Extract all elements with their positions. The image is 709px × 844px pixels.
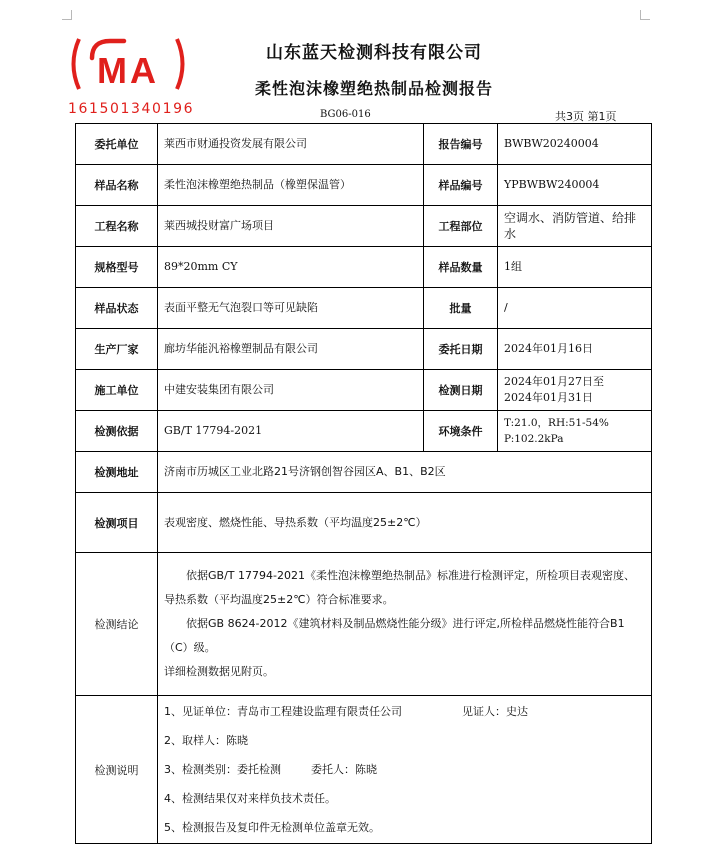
qty-value: 1组 <box>498 247 652 288</box>
test-type: 3、检测类别：委托检测 <box>164 763 281 776</box>
note-line-4: 4、检测结果仅对来样负技术责任。 <box>164 792 336 805</box>
table-row <box>76 493 652 553</box>
conclusion-line-1: 依据GB/T 17794-2021《柔性泡沫橡塑绝热制品》标准进行检测评定，所检项目表观密度、导热系数（平均温度25±2℃）符合标准要求。 <box>164 569 635 606</box>
report-no-value: BWBW20240004 <box>498 124 652 165</box>
report-no-label: 报告编号 <box>424 124 498 165</box>
table-row <box>76 329 652 370</box>
cma-logo <box>66 36 190 92</box>
state-value: 表面平整无气泡裂口等可见缺陷 <box>158 288 424 329</box>
note-line-1 <box>164 697 645 726</box>
table-row <box>76 165 652 206</box>
client-value: 莱西市财通投资发展有限公司 <box>158 124 424 165</box>
note-line-3 <box>164 755 645 784</box>
table-row <box>76 411 652 452</box>
test-date-value <box>498 370 652 411</box>
sample-no-value: YPBWBW240004 <box>498 165 652 206</box>
maker-value: 廊坊华能汎裕橡塑制品有限公司 <box>158 329 424 370</box>
table-row <box>76 452 652 493</box>
sample-name-label: 样品名称 <box>76 165 158 206</box>
notes-label: 检测说明 <box>76 696 158 844</box>
table-row <box>76 206 652 247</box>
env-temp-humidity: T:21.0，RH:51-54% <box>504 417 609 429</box>
phone-number: 161501340196 <box>68 101 195 117</box>
crop-mark-top-right <box>640 10 650 20</box>
location-value: 空调水、消防管道、给排水 <box>498 206 652 247</box>
witness: 见证人：史达 <box>462 705 528 718</box>
table-row <box>76 124 652 165</box>
location-label: 工程部位 <box>424 206 498 247</box>
qty-label: 样品数量 <box>424 247 498 288</box>
table-row <box>76 696 652 844</box>
conclusion-label: 检测结论 <box>76 553 158 696</box>
spec-value: 89*20mm CY <box>158 247 424 288</box>
witness-unit: 1、见证单位：青岛市工程建设监理有限责任公司 <box>164 705 402 718</box>
company-name: 山东蓝天检测科技有限公司 <box>266 43 482 63</box>
state-label: 样品状态 <box>76 288 158 329</box>
conclusion-line-3: 详细检测数据见附页。 <box>164 665 274 678</box>
page-info: 共3页 第1页 <box>555 110 617 123</box>
test-date-start: 2024年01月27日至 <box>504 375 604 388</box>
builder-value: 中建安装集团有限公司 <box>158 370 424 411</box>
report-table <box>75 123 652 844</box>
conclusion-line-2: 依据GB 8624-2012《建筑材料及制品燃烧性能分级》进行评定,所检样品燃烧性能符合B1（C）级。 <box>164 617 625 654</box>
commission-date-label: 委托日期 <box>424 329 498 370</box>
doc-code: BG06-016 <box>320 109 371 120</box>
items-value: 表观密度、燃烧性能、导热系数（平均温度25±2℃） <box>158 493 652 553</box>
notes-body <box>158 696 652 844</box>
address-label: 检测地址 <box>76 452 158 493</box>
cma-logo-bracket-right <box>177 39 183 89</box>
batch-value: / <box>498 288 652 329</box>
test-date-label: 检测日期 <box>424 370 498 411</box>
client-label: 委托单位 <box>76 124 158 165</box>
table-row <box>76 553 652 696</box>
basis-label: 检测依据 <box>76 411 158 452</box>
project-label: 工程名称 <box>76 206 158 247</box>
note-line-5: 5、检测报告及复印件无检测单位盖章无效。 <box>164 821 380 834</box>
cma-logo-text: MA <box>97 50 159 91</box>
maker-label: 生产厂家 <box>76 329 158 370</box>
test-date-end: 2024年01月31日 <box>504 391 593 404</box>
sample-no-label: 样品编号 <box>424 165 498 206</box>
conclusion-body <box>158 553 652 696</box>
commission-date-value: 2024年01月16日 <box>498 329 652 370</box>
report-title: 柔性泡沫橡塑绝热制品检测报告 <box>254 79 493 98</box>
basis-value: GB/T 17794-2021 <box>158 411 424 452</box>
spec-label: 规格型号 <box>76 247 158 288</box>
consignor: 委托人：陈晓 <box>311 763 377 776</box>
env-value <box>498 411 652 452</box>
items-label: 检测项目 <box>76 493 158 553</box>
table-row <box>76 370 652 411</box>
cma-logo-bracket-left <box>74 39 80 89</box>
table-row <box>76 288 652 329</box>
batch-label: 批量 <box>424 288 498 329</box>
builder-label: 施工单位 <box>76 370 158 411</box>
env-pressure: P:102.2kPa <box>504 433 564 445</box>
crop-mark-top-left <box>62 10 72 20</box>
address-value: 济南市历城区工业北路21号济钢创智谷园区A、B1、B2区 <box>158 452 652 493</box>
table-row <box>76 247 652 288</box>
note-line-2: 2、取样人：陈晓 <box>164 734 248 747</box>
env-label: 环境条件 <box>424 411 498 452</box>
project-value: 莱西城投财富广场项目 <box>158 206 424 247</box>
sample-name-value: 柔性泡沫橡塑绝热制品（橡塑保温管） <box>158 165 424 206</box>
